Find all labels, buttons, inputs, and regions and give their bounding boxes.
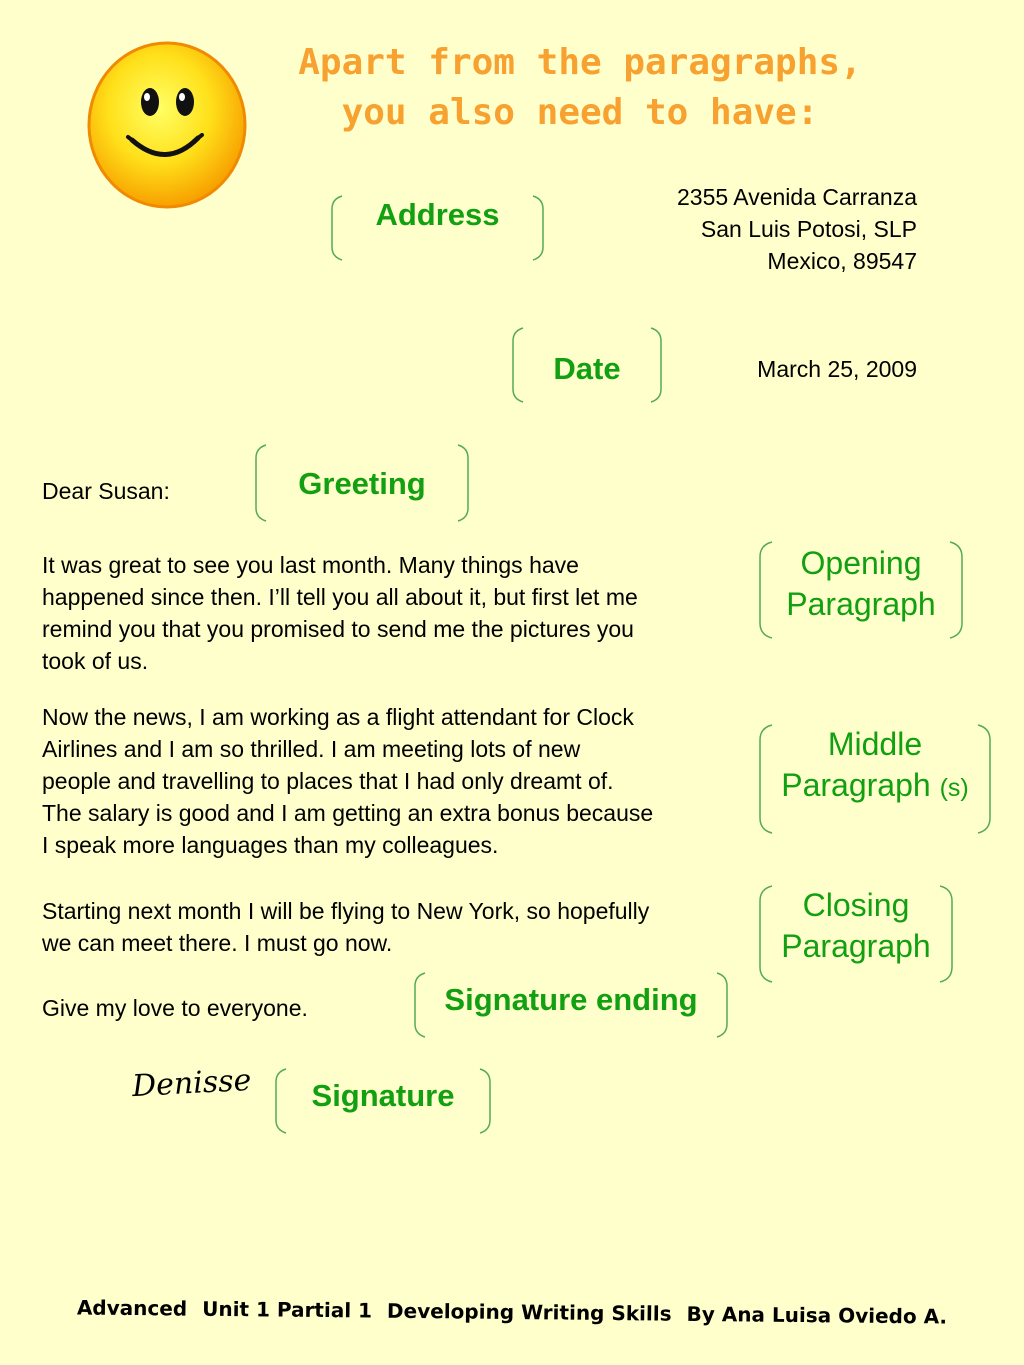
label-line: Paragraph: [786, 586, 936, 622]
letter-middle-paragraph: [42, 701, 762, 861]
letter-signature-ending: Give my love to everyone.: [42, 995, 308, 1021]
page-title: [240, 38, 920, 138]
label-line: [758, 765, 992, 809]
label-line: Closing: [802, 887, 910, 923]
footer-unit: Unit 1 Partial 1: [202, 1296, 373, 1323]
closing-paragraph-label: [758, 885, 954, 983]
address-line: San Luis Potosi, SLP: [700, 216, 917, 242]
letter-signature: Denisse: [131, 1062, 253, 1105]
title-line-2: you also need to have:: [341, 92, 819, 133]
label-text: Greeting: [298, 466, 426, 501]
paragraph-line: It was great to see you last month. Many things have: [42, 552, 579, 578]
paragraph-line: remind you that you promised to send me the pictures you: [42, 616, 634, 642]
paragraph-line: people and travelling to places that I had only dreamt of.: [42, 768, 614, 794]
letter-closing-paragraph: [42, 895, 762, 959]
label-text: [758, 724, 992, 809]
label-text: Signature: [311, 1078, 455, 1113]
letter-greeting: Dear Susan:: [42, 478, 170, 504]
footer-course: Developing Writing Skills: [386, 1298, 672, 1326]
paragraph-line: Airlines and I am so thrilled. I am meeting lots of new: [42, 736, 581, 762]
label-word: Paragraph: [781, 767, 931, 803]
label-suffix: (s): [939, 774, 969, 802]
footer: [0, 1295, 1024, 1330]
label-text: Signature ending: [444, 982, 698, 1017]
label-line: Opening: [800, 545, 922, 581]
paragraph-line: Starting next month I will be flying to New York, so hopefully: [42, 898, 650, 924]
label-text: [758, 543, 964, 625]
opening-paragraph-label: [758, 541, 964, 639]
address-line: 2355 Avenida Carranza: [677, 184, 917, 210]
letter-date: March 25, 2009: [757, 356, 917, 382]
smiley-face-icon: [86, 40, 248, 210]
paragraph-line: took of us.: [42, 648, 149, 674]
letter-address: [517, 181, 917, 277]
letter-opening-paragraph: [42, 549, 762, 677]
label-text: Address: [375, 197, 500, 232]
title-line-1: Apart from the paragraphs,: [298, 42, 862, 83]
signature-label: [274, 1068, 492, 1134]
address-label: [330, 195, 545, 261]
middle-paragraph-label: [758, 724, 992, 834]
paragraph-line: happened since then. I’ll tell you all about it, but first let me: [42, 584, 638, 610]
footer-author: By Ana Luisa Oviedo A.: [686, 1301, 948, 1329]
address-line: Mexico, 89547: [767, 248, 917, 274]
label-text: Date: [553, 351, 621, 386]
label-text: [758, 885, 954, 967]
paragraph-line: I speak more languages than my colleagues.: [42, 832, 499, 858]
paragraph-line: Now the news, I am working as a flight attendant for Clock: [42, 704, 634, 730]
label-line: Paragraph: [781, 928, 931, 964]
paragraph-line: The salary is good and I am getting an extra bonus because: [42, 800, 654, 826]
footer-level: Advanced: [76, 1295, 188, 1321]
greeting-label: [254, 444, 470, 522]
paragraph-line: we can meet there. I must go now.: [42, 930, 393, 956]
label-line: Middle: [827, 726, 923, 762]
signature-ending-label: [413, 972, 729, 1038]
